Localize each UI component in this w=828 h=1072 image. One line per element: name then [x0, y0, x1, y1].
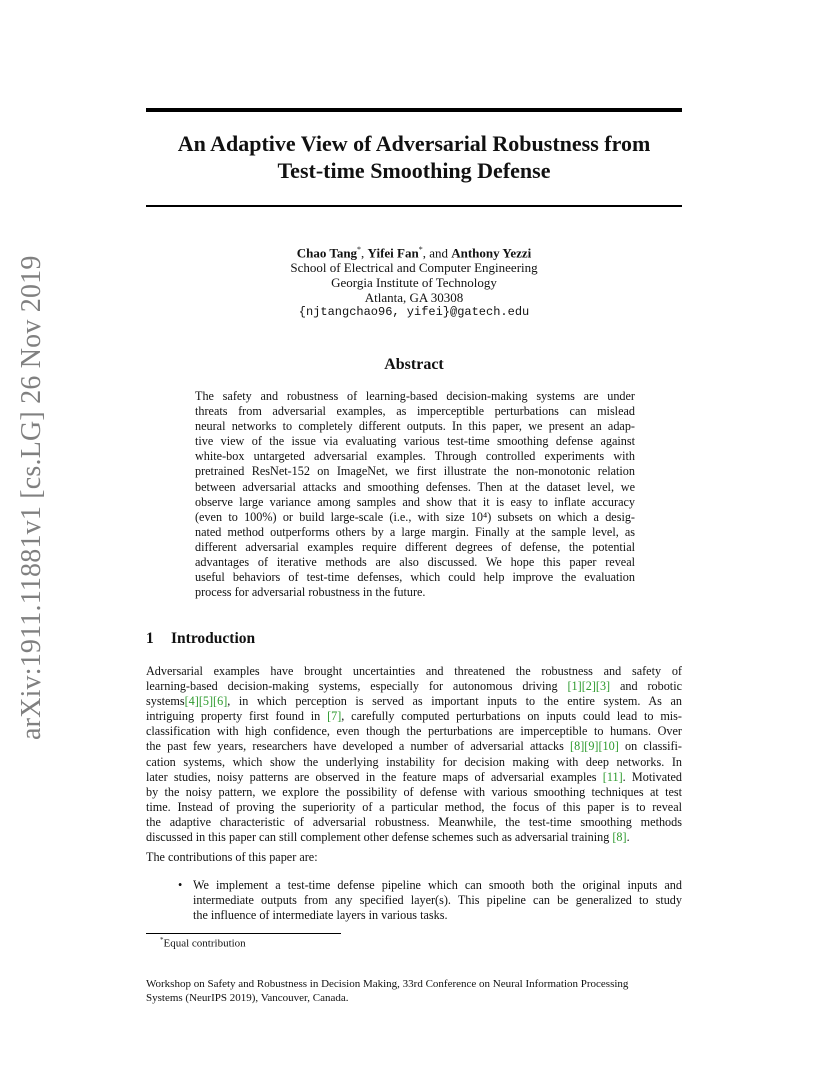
abstract-line: neural networks to completely different outputs. In this paper, we present an adap- — [195, 419, 635, 434]
abstract-line: different adversarial examples require different degrees of defense, the potential — [195, 539, 635, 554]
introduction-paragraph — [146, 664, 682, 845]
citation-link[interactable]: [1] — [567, 679, 582, 694]
text-line: later studies, noisy patterns are observed in the feature maps of adversarial examples [11]. Motivated — [146, 769, 682, 784]
title-top-rule — [146, 108, 682, 112]
author-1: Chao Tang — [296, 245, 358, 261]
footnote-text: Equal contribution — [163, 937, 246, 950]
contributions-lead: The contributions of this paper are: — [146, 850, 318, 864]
abstract-line: between adversarial attacks and smoothing defenses. Then at the dataset level, we — [195, 479, 635, 494]
equal-contribution-mark: * — [357, 245, 362, 254]
section-heading — [146, 630, 255, 648]
abstract-line: useful behaviors of test-time defenses, which could help improve the evaluation — [195, 570, 635, 585]
venue-note — [146, 977, 682, 1006]
equal-contribution-mark: * — [418, 245, 423, 254]
abstract-line: threats from adversarial examples, as imperceptible perturbations can mislead — [195, 404, 635, 419]
footnote — [160, 936, 246, 950]
text-line: intriguing property first found in [7], carefully computed perturbations on inputs could lead to mis- — [146, 709, 682, 724]
abstract-line: process for adversarial robustness in the future. — [195, 585, 426, 600]
title-line-2: Test-time Smoothing Defense — [277, 158, 551, 183]
citation-link[interactable]: [8] — [570, 739, 585, 754]
email: {njtangchao96, yifei}@gatech.edu — [298, 305, 530, 320]
title-bottom-rule — [146, 205, 682, 207]
abstract-line: pretrained ResNet-152 on ImageNet, we first illustrate the non-monotonic relation — [195, 464, 635, 479]
footnote-rule — [146, 933, 341, 934]
address: Atlanta, GA 30308 — [364, 290, 464, 306]
author-separator: , — [361, 245, 368, 261]
footnote-mark: * — [160, 936, 164, 944]
section-title: Introduction — [171, 630, 256, 647]
text-line: the influence of intermediate layers in various tasks. — [193, 908, 448, 923]
institution: Georgia Institute of Technology — [331, 275, 497, 291]
text-line: cation systems, which show the underlying instability for decision making with deep networks. In — [146, 754, 682, 769]
abstract-line: The safety and robustness of learning-based decision-making systems are under — [195, 389, 635, 403]
citation-link[interactable]: [4] — [184, 694, 199, 709]
abstract-line: nated method outperforms others by a large margin. Finally at the sample level, as — [195, 524, 635, 539]
abstract-line: tive view of the issue via evaluating various test-time smoothing defense against — [195, 434, 635, 449]
text-line: Adversarial examples have brought uncertainties and threatened the robustness and safety of — [146, 664, 682, 678]
text-line: the adaptive characteristic of adversarial robustness. Meanwhile, the test-time smoothing methods — [146, 814, 682, 829]
citation-link[interactable]: [9] — [584, 739, 599, 754]
text-line: systems[4][5][6], in which perception is served as important inputs to the entire system. As an — [146, 694, 682, 709]
citation-link[interactable]: [11] — [602, 769, 623, 784]
author-2: Yifei Fan — [367, 245, 419, 261]
citation-link[interactable]: [5] — [198, 694, 214, 709]
bullet-text — [193, 878, 682, 923]
paper-title — [146, 130, 682, 184]
citation-link[interactable]: [2] — [581, 679, 596, 694]
citation-link[interactable]: [10] — [598, 739, 619, 754]
citation-link[interactable]: [7] — [327, 709, 342, 724]
author-names — [146, 242, 682, 260]
text-line: the past few years, researchers have developed a number of adversarial attacks [8][9][10] on classifi- — [146, 739, 682, 754]
text-line: time. Instead of proving the superiority of a particular method, the focus of this paper is to reveal — [146, 799, 682, 814]
abstract-body — [195, 389, 635, 600]
text-line: by the noisy pattern, we explore the possibility of defense with various smoothing techniques at test — [146, 784, 682, 799]
text-line: discussed in this paper can still complement other defense schemes such as adversarial training [8]. — [146, 830, 630, 845]
citation-link[interactable]: [6] — [213, 694, 228, 709]
citation-link[interactable]: [8] — [612, 830, 627, 845]
venue-line: Workshop on Safety and Robustness in Decision Making, 33rd Conference on Neural Information Processing — [146, 978, 629, 990]
abstract-line: advantages of iterative methods are also discussed. We hope this paper reveal — [195, 555, 635, 570]
affiliation: School of Electrical and Computer Engineering — [290, 260, 538, 276]
abstract-heading: Abstract — [384, 356, 444, 373]
citation-link[interactable]: [3] — [595, 679, 611, 694]
author-3: Anthony Yezzi — [451, 245, 532, 261]
arxiv-identifier: arXiv:1911.11881v1 [cs.LG] 26 Nov 2019 — [16, 255, 47, 740]
author-block — [146, 242, 682, 320]
abstract-line: white-box untargeted adversarial examples. Through controlled experiments with — [195, 449, 635, 464]
text-line: learning-based decision-making systems, especially for autonomous driving [1][2][3] and robotic — [146, 679, 682, 694]
abstract-line: observe large variance among samples and show that it is easy to inflate accuracy — [195, 494, 635, 509]
text-line: classification with high confidence, even though the perturbations are imperceptible to humans. Over — [146, 724, 682, 739]
title-line-1: An Adaptive View of Adversarial Robustness from — [177, 131, 651, 156]
abstract-line: (even to 100%) or build large-scale (i.e., with size 10⁴) subsets on which a desig- — [195, 509, 635, 524]
text-line: We implement a test-time defense pipeline which can smooth both the original inputs and — [193, 878, 682, 892]
bullet-icon: • — [178, 878, 183, 892]
author-separator: , and — [422, 245, 452, 261]
venue-line: Systems (NeurIPS 2019), Vancouver, Canada. — [146, 992, 349, 1005]
text-line: intermediate outputs from any specified layer(s). This pipeline can be generalized to study — [193, 893, 682, 908]
section-number: 1 — [146, 630, 154, 647]
